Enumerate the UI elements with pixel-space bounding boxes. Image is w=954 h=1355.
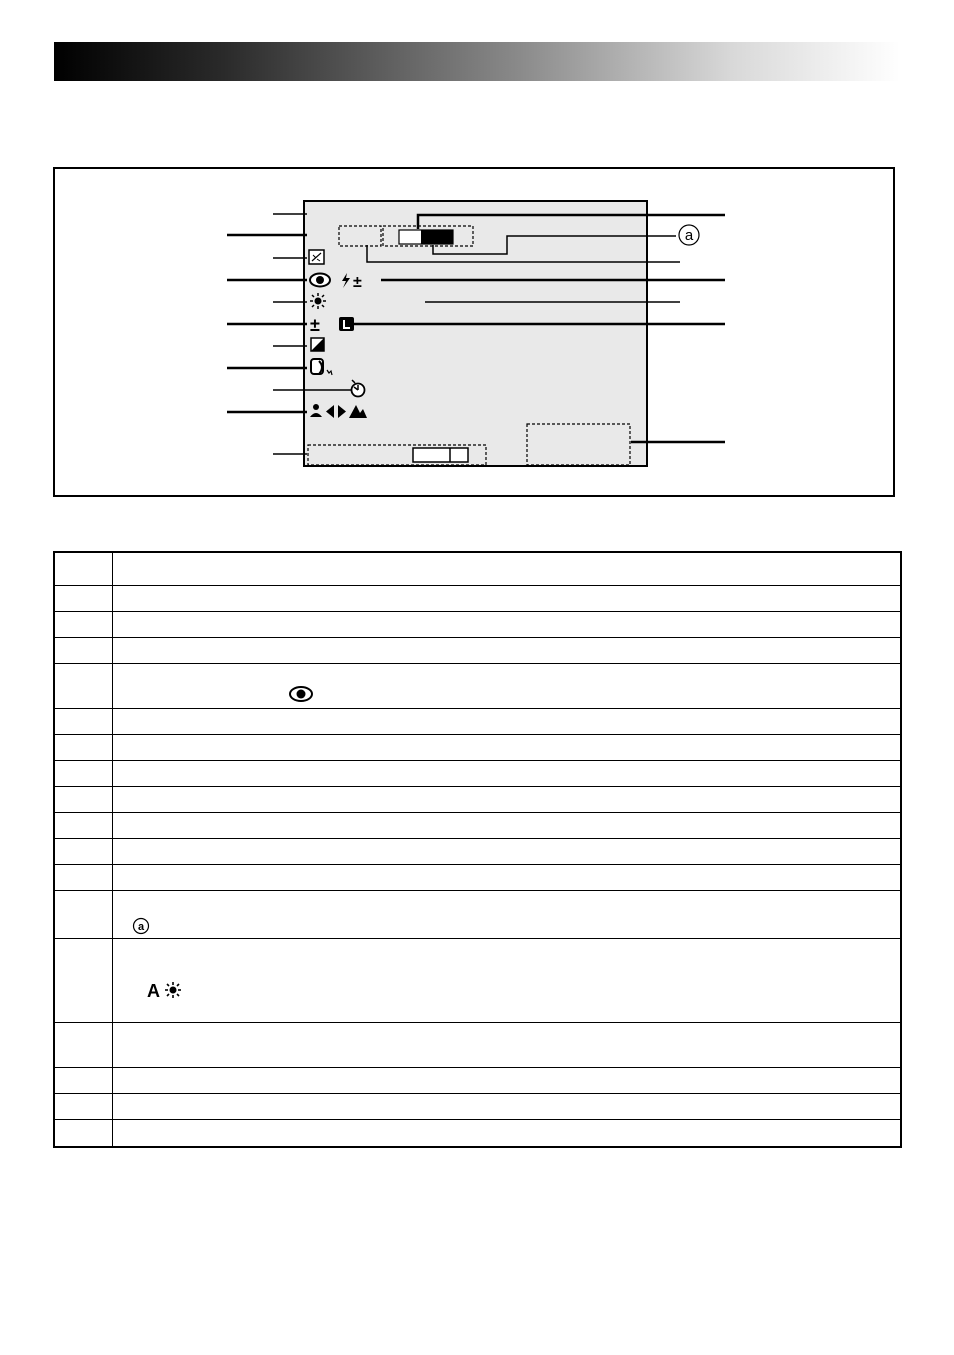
table-cell-number (54, 812, 113, 838)
table-row (54, 1119, 901, 1147)
table-cell-number (54, 552, 113, 585)
table-cell-number (54, 760, 113, 786)
table-cell-number (54, 663, 113, 708)
table-cell-description (113, 1119, 902, 1147)
table-cell-description (113, 1093, 902, 1119)
table-row (54, 890, 901, 938)
table-cell-number (54, 734, 113, 760)
table-row (54, 734, 901, 760)
lock-l-icon (339, 317, 354, 331)
red-eye-icon (288, 685, 314, 703)
lcd-screen (304, 201, 647, 466)
table-cell-number (54, 637, 113, 663)
lcd-diagram-svg (55, 169, 893, 495)
table-cell-number (54, 708, 113, 734)
table-row (54, 552, 901, 585)
callout-a-letter-inline: a (137, 920, 145, 933)
table-cell-description (113, 585, 902, 611)
battery-gauge-fill (421, 230, 453, 244)
table-row (54, 760, 901, 786)
table-cell-number (54, 890, 113, 938)
table-cell-number (54, 585, 113, 611)
table-cell-description (113, 786, 902, 812)
table-cell-description (113, 734, 902, 760)
section-header-bar (54, 42, 900, 81)
table-row (54, 637, 901, 663)
table-cell-description (113, 838, 902, 864)
table-row (54, 938, 901, 1022)
table-cell-description (113, 938, 902, 1022)
table-row (54, 611, 901, 637)
table-cell-description (113, 1022, 902, 1067)
callout-a-letter: a (684, 227, 694, 244)
table-cell-description (113, 760, 902, 786)
table-row (54, 1093, 901, 1119)
svg-text:±: ± (353, 274, 362, 291)
table-row (54, 864, 901, 890)
table-row (54, 1022, 901, 1067)
table-cell-number (54, 938, 113, 1022)
table-cell-description (113, 864, 902, 890)
time-code-bar (413, 448, 468, 462)
table-cell-number (54, 611, 113, 637)
reference-table (53, 551, 902, 1148)
table-cell-description (113, 708, 902, 734)
table-cell-description (113, 552, 902, 585)
table-cell-description (113, 1067, 902, 1093)
auto-label: A (147, 980, 160, 1001)
table-cell-number (54, 864, 113, 890)
table-cell-description (113, 611, 902, 637)
lcd-display-diagram (53, 167, 895, 497)
exposure-adjust-icon (310, 315, 320, 335)
table-row (54, 786, 901, 812)
table-cell-number (54, 838, 113, 864)
callout-a-icon (132, 917, 150, 935)
table-row (54, 1067, 901, 1093)
table-cell-description (113, 812, 902, 838)
svg-text:±: ± (310, 315, 320, 335)
table-cell-description (113, 637, 902, 663)
table-row (54, 708, 901, 734)
reference-table-body (54, 552, 901, 1147)
table-row (54, 812, 901, 838)
table-cell-number (54, 1119, 113, 1147)
red-eye-icon (310, 274, 330, 287)
scene-icon (309, 250, 324, 264)
table-cell-number (54, 786, 113, 812)
table-cell-description (113, 663, 902, 708)
auto-backlight-icon (147, 979, 187, 1001)
table-cell-number (54, 1093, 113, 1119)
white-balance-sun-icon (310, 293, 326, 309)
table-row (54, 585, 901, 611)
table-row (54, 663, 901, 708)
contrast-icon (311, 338, 324, 351)
table-cell-description (113, 890, 902, 938)
table-cell-number (54, 1022, 113, 1067)
table-cell-number (54, 1067, 113, 1093)
table-row (54, 838, 901, 864)
